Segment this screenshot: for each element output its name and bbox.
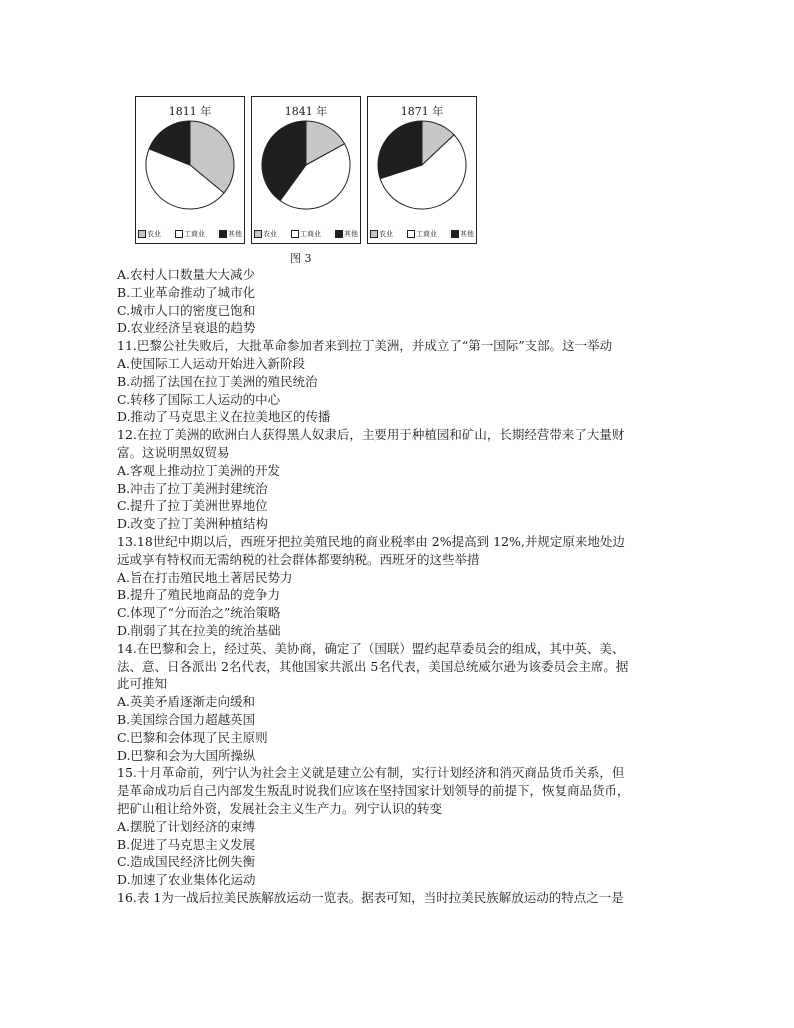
legend-item [219,229,242,239]
text-line: 远或享有特权而无需纳税的社会群体都要纳税。西班牙的这些举措 [117,551,480,567]
pie-panel [135,96,245,244]
text-line: 11.巴黎公社失败后，大批革命参加者来到拉丁美洲，并成立了“第一国际”支部。这一举动 [117,338,613,354]
legend-item [291,229,321,239]
text-line: D.巴黎和会为大国所操纵 [117,747,256,763]
text-line: A.农村人口数量大大减少 [117,267,256,282]
legend-label: 其他 [344,230,358,238]
text-line: 富。这说明黑奴贸易 [117,444,230,460]
legend-swatch [219,230,227,238]
text-line: B.提升了殖民地商品的竞争力 [117,587,281,603]
legend-swatch [138,230,146,238]
text-line: D.推动了马克思主义在拉美地区的传播 [117,409,331,425]
legend-item [335,229,358,239]
legend-swatch [451,230,459,238]
text-line: 13.18世纪中期以后，西班牙把拉美殖民地的商业税率由 2%提高到 12%,并规定原来地处边 [117,533,625,549]
pie-title: 1811 年 [168,105,212,118]
legend [254,229,358,239]
text-line: 15.十月革命前，列宁认为社会主义就是建立公有制，实行计划经济和消灭商品货币关系，但 [117,765,625,781]
text-line: D.加速了农业集体化运动 [117,872,256,888]
text-line: 把矿山租让给外资，发展社会主义生产力。列宁认识的转变 [117,800,443,816]
pie-panel [367,96,477,244]
text-line: A.使国际工人运动开始进入新阶段 [117,355,306,371]
legend-swatch [407,230,415,238]
legend [370,229,474,239]
legend-label: 工商业 [416,230,437,238]
text-line: 12.在拉丁美洲的欧洲白人获得黑人奴隶后，主要用于种植园和矿山，长期经营带来了大量财 [117,427,625,443]
text-line: C.巴黎和会体现了民主原则 [117,729,268,745]
text-line: 法、意、日各派出 2名代表，其他国家共派出 5名代表，美国总统威尔逊为该委员会主席。据 [117,658,629,674]
legend-label: 工商业 [300,230,321,238]
legend-label: 农业 [147,230,161,238]
legend-item [370,229,393,239]
pie-title: 1841 年 [284,105,328,118]
text-line: A.旨在打击殖民地土著居民势力 [117,569,293,585]
text-line: C.提升了拉丁美洲世界地位 [117,498,268,514]
legend-swatch [175,230,183,238]
text-line: C.转移了国际工人运动的中心 [117,391,281,407]
text-line: B.冲击了拉丁美洲封建统治 [117,480,268,496]
text-line: D.削弱了其在拉美的统治基础 [117,622,281,638]
text-line: A.客观上推动拉丁美洲的开发 [117,462,281,478]
legend-item [138,229,161,239]
text-line: A.英美矛盾逐渐走向缓和 [117,694,256,710]
text-line: A.摆脱了计划经济的束缚 [117,818,256,834]
text-line: 此可推知 [117,676,168,692]
text-line: C.城市人口的密度已饱和 [117,302,256,318]
text-line: B.工业革命推动了城市化 [117,284,256,300]
text-line: B.促进了马克思主义发展 [117,836,256,852]
pie-chart [258,117,354,213]
pie-chart [374,117,470,213]
pie-chart [142,117,238,213]
text-line: C.造成国民经济比例失衡 [117,854,256,870]
question-text [117,266,677,907]
legend-item [407,229,437,239]
text-line: B.美国综合国力超越英国 [117,711,256,727]
pie-title: 1871 年 [400,105,444,118]
figure-caption: 图 3 [290,252,312,265]
pie-panel [251,96,361,244]
legend-item [175,229,205,239]
text-line: 16.表 1为一战后拉美民族解放运动一览表。据表可知，当时拉美民族解放运动的特点之一是 [117,889,624,905]
text-line: 14.在巴黎和会上，经过英、美协商，确定了（国联）盟约起草委员会的组成，其中英、美、 [117,640,625,656]
legend-swatch [370,230,378,238]
legend-item [451,229,474,239]
text-line: 是革命成功后自己内部发生叛乱时说我们应该在坚持国家计划领导的前提下，恢复商品货币， [117,783,630,799]
legend-item [254,229,277,239]
legend-swatch [254,230,262,238]
text-line: B.动摇了法国在拉丁美洲的殖民统治 [117,373,318,389]
legend [138,229,242,239]
legend-swatch [335,230,343,238]
legend-swatch [291,230,299,238]
text-line: D.农业经济呈衰退的趋势 [117,320,256,336]
legend-label: 农业 [379,230,393,238]
figure-pie-charts [135,96,477,244]
text-line: C.体现了“分而治之”统治策略 [117,605,281,621]
text-line: D.改变了拉丁美洲种植结构 [117,516,269,532]
legend-label: 工商业 [184,230,205,238]
legend-label: 农业 [263,230,277,238]
legend-label: 其他 [228,230,242,238]
legend-label: 其他 [460,230,474,238]
